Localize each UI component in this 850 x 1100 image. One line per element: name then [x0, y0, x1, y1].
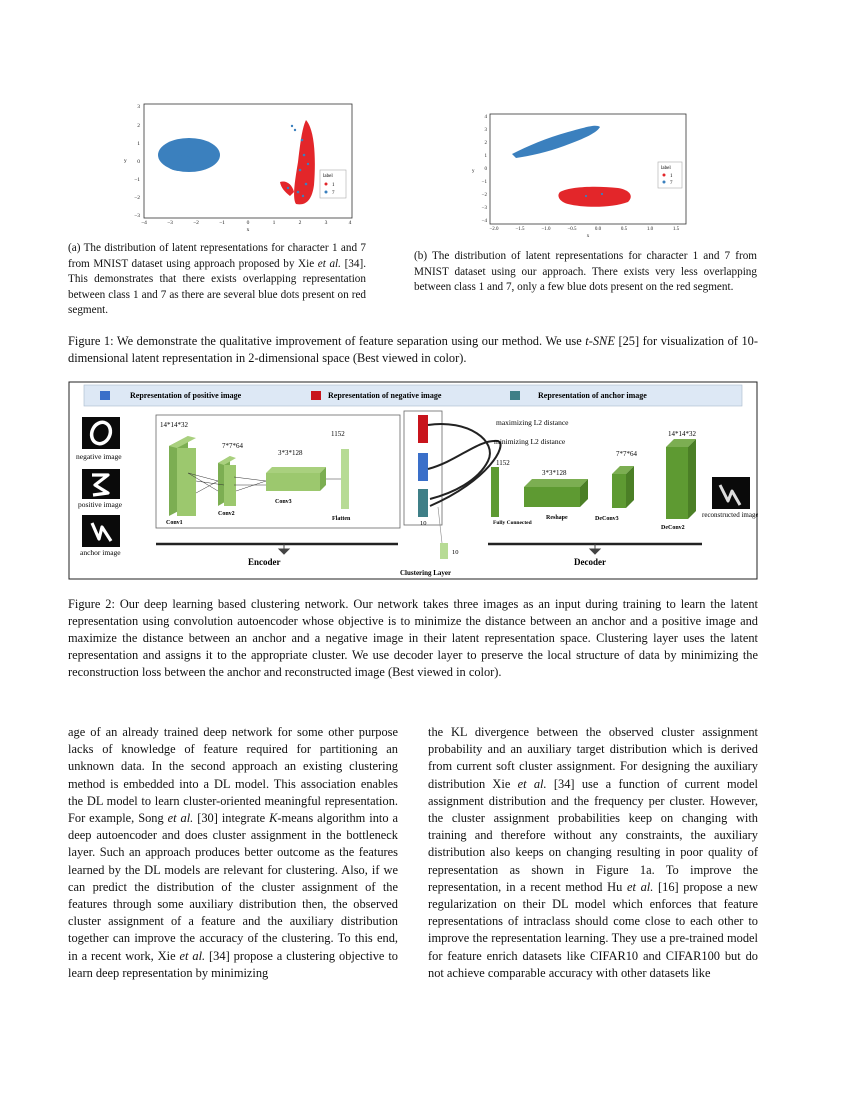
fig1b-legend-label-7: 7 [670, 181, 673, 186]
max-distance-label: maximizing L2 distance [496, 418, 569, 427]
fig1a-xtick: 1 [272, 220, 276, 226]
fig2-legend-anchor-swatch [510, 391, 520, 400]
fig1a-xtick: −3 [167, 220, 173, 226]
clustering-dim: 10 [452, 549, 459, 556]
fig1b-red-cluster [558, 187, 630, 207]
fig1a-xtick: 2 [298, 220, 302, 226]
fig1b-x-ticks [489, 227, 679, 232]
conv1-block [169, 436, 196, 516]
negative-input-image [82, 417, 120, 449]
conv1-label: Conv1 [166, 520, 183, 526]
encoder-label: Encoder [248, 557, 281, 567]
conv2-label: Conv2 [218, 511, 235, 517]
fig1b-xtick: −2.0 [489, 227, 499, 232]
fig1b-xtick: 0.5 [620, 227, 628, 232]
fig1b-xtick: 0.0 [594, 227, 602, 232]
reconstructed-label: reconstructed image [702, 511, 758, 519]
body-right-column [428, 724, 758, 982]
body-right-etal: et al. [626, 879, 654, 894]
fig2-svg [68, 381, 758, 581]
fig1a-ytick: 2 [137, 123, 140, 129]
fig2-legend-anchor: Representation of anchor image [538, 391, 647, 400]
body-left-paragraph [68, 724, 398, 982]
conv1-dim: 14*14*32 [160, 421, 188, 429]
fig1b-ylabel: y [472, 169, 475, 174]
min-distance-label: minimizing L2 distance [494, 437, 566, 446]
fig1a-legend-marker-7 [325, 191, 328, 194]
fig1a-ytick: 0 [137, 159, 140, 165]
fig1b-caption: (b) The distribution of latent representations for character 1 and 7 from MNIST dataset using our approach. There exists very less overlapping between class 1 and 7, only a few blue dots present on the red segment. [414, 250, 757, 294]
reshape-dim: 3*3*128 [542, 469, 567, 477]
fig1a-caption-etal: et al. [317, 257, 341, 270]
negative-image-label: negative image [76, 452, 122, 461]
fig1a-xtick: 4 [348, 220, 352, 226]
fig1-caption [68, 333, 758, 367]
fig2-legend-negative: Representation of negative image [328, 391, 442, 400]
fig1a-xtick: 3 [324, 220, 328, 226]
conv3-block [266, 467, 326, 491]
fig1a-ylabel: y [124, 158, 127, 164]
fig1a-xtick: −2 [193, 220, 199, 226]
fig1b-ytick: 4 [484, 115, 487, 120]
fig1a-caption [68, 241, 366, 319]
fig1-caption-tsne: t-SNE [585, 334, 615, 348]
fig1b-ytick: −4 [481, 219, 487, 224]
fig1a-legend-label-1: 1 [332, 183, 335, 188]
latent-negative [418, 415, 428, 443]
fc-dim: 1152 [496, 459, 510, 467]
fc-block [491, 467, 499, 517]
body-left-text: -means algorithm into a deep autoencoder and does cluster assignment in the bottleneck layer. Such an approach produces better outcome as the features learned by the DL models are relevant for clustering. Also, if we can predict the distribution of the cluster assignment of the features through some auxiliary distribution then, the observed cluster assignment of a feature and the auxiliary distribution together can improve the accuracy of the clustering. To this end, in a recent work, Xie [68, 811, 398, 963]
body-left-etal: et al. [179, 948, 206, 963]
fig2-legend-negative-swatch [311, 391, 321, 400]
fig1b-legend-label-1: 1 [670, 174, 673, 179]
body-left-etal: et al. [167, 811, 194, 826]
fig1-caption-text: Figure 1: We demonstrate the qualitative improvement of feature separation using our method. We use [68, 334, 586, 348]
fig1a-plot [120, 100, 358, 232]
body-left-text: age of an already trained deep network for some other purpose lacks of knowledge of feature required for partitioning an unknown data. In the second approach an existing clustering method is embedded into a DL model. This association enables the DL model to learn cluster-oriented meaningful representation. For example, Song [68, 725, 398, 826]
fig1a-ytick: −3 [134, 213, 140, 219]
fig1a-legend-label-7: 7 [332, 191, 335, 196]
fig1b-ytick: 1 [484, 154, 487, 159]
fig1a-x-ticks [141, 220, 352, 226]
latent-positive [418, 453, 428, 481]
clustering-label: Clustering Layer [400, 569, 452, 577]
fig1b-xtick: 1.0 [646, 227, 654, 232]
fig1b-ytick: −3 [481, 206, 487, 211]
body-left-text: [30] integrate [193, 811, 270, 826]
fig1a-xtick: 0 [246, 220, 250, 226]
fig1b-xtick: −0.5 [567, 227, 577, 232]
deconv3-block [612, 466, 634, 508]
fig1a-ytick: 1 [137, 141, 140, 147]
fig1a-ytick: −2 [134, 195, 140, 201]
fig1a-y-ticks [134, 104, 140, 219]
fig1a-svg [120, 100, 358, 232]
body-left-k: K [269, 811, 278, 826]
body-right-paragraph [428, 724, 758, 982]
fig1b-ytick: 2 [484, 141, 487, 146]
reconstructed-output-image [712, 477, 750, 509]
deconv3-label: DeConv3 [595, 516, 619, 522]
fig1b-legend-title: label [661, 166, 671, 171]
fig1b-ytick: 0 [484, 167, 487, 172]
conv2-dim: 7*7*64 [222, 442, 243, 450]
fig1a-blue-cluster-lower [166, 155, 194, 171]
deconv2-block [666, 439, 696, 519]
body-left-text: [34] propose a clustering objective to learn deep representation by minimizing [68, 948, 398, 980]
fig1b-plot [468, 110, 692, 238]
fig1-caption-text-end: [25] for visualization of 10-dimensional latent representation in 2-dimensional space (Best viewed in color). [68, 334, 758, 365]
positive-input-image [82, 469, 120, 499]
anchor-input-image [82, 515, 120, 547]
body-left-column [68, 724, 398, 982]
conv3-label: Conv3 [275, 499, 292, 505]
decoder-label: Decoder [574, 557, 606, 567]
fig2-legend-positive: Representation of positive image [130, 391, 242, 400]
fig1b-xtick: −1.0 [541, 227, 551, 232]
deconv3-dim: 7*7*64 [616, 450, 637, 458]
body-right-text: the KL divergence between the observed cluster assignment probability and an auxiliary target distribution which is derived from current soft cluster assignment. For designing the auxiliary distribution Xie [428, 725, 758, 791]
flatten-label: Flatten [332, 516, 351, 522]
fig1a-legend-marker-1 [325, 183, 328, 186]
conv3-dim: 3*3*128 [278, 449, 303, 457]
fig1a-legend-title: label [323, 174, 333, 179]
latent-anchor [418, 489, 428, 517]
body-right-text: [34] use a function of current model assignment distribution and the frequency per cluster. However, the cluster assignment probabilities keep on changing with training and therefore without any constraints, the auxiliary distribution also keeps on changing resulting in poor quality of representation as shown in Figure 1a. To improve the representation, in a recent method Hu [428, 776, 758, 894]
body-right-text: [16] propose a new regularization on their DL model which enforces that feature representations of intraclass should come close to each other to improve the representation learning. They use a pre-trained model for feature enrich datasets like CIFAR10 and CIFAR100 but do not achieve comparable accuracy with other datasets like [428, 879, 759, 980]
fig1b-legend-marker-1 [663, 174, 666, 177]
fig1a-ytick: 3 [137, 104, 140, 110]
deconv2-dim: 14*14*32 [668, 430, 696, 438]
fig1b-ytick: 3 [484, 128, 487, 133]
flatten-dim: 1152 [331, 430, 345, 438]
fig1a-ytick: −1 [134, 177, 140, 183]
positive-image-label: positive image [78, 500, 122, 509]
fig1b-svg [468, 110, 692, 238]
latent-dim: 10 [420, 520, 427, 527]
deconv2-label: DeConv2 [661, 525, 685, 531]
fig1a-xlabel: x [246, 227, 250, 232]
fig1a-caption-text: (a) The distribution of latent representations for character 1 and 7 from MNIST dataset using approach proposed by Xie [68, 242, 366, 270]
fig1b-ytick: −2 [481, 193, 487, 198]
fc-label: Fully Connected [493, 520, 532, 526]
fig1a-xtick: −1 [219, 220, 225, 226]
reshape-block [524, 479, 588, 507]
fig1b-xtick: −1.5 [515, 227, 525, 232]
fig2-caption: Figure 2: Our deep learning based clustering network. Our network takes three images as an input during training to learn the latent representation using convolution autoencoder whose objective is to minimize the distance between an anchor and a positive image and maximize the distance between an anchor and a negative image in their latent representation space. Clustering layer uses the latent representation and assigns it to the appropriate cluster. We use decoder layer to preserve the local structure of data by minimizing the reconstruction loss between the anchor and reconstructed image (Best viewed in color). [68, 597, 758, 679]
fig1b-xlabel: x [586, 234, 590, 238]
fig1b-legend-marker-7 [663, 181, 666, 184]
fig1a-xtick: −4 [141, 220, 147, 226]
clustering-block [440, 543, 448, 559]
fig1b-ytick: −1 [481, 180, 487, 185]
fig2-diagram [68, 381, 758, 581]
fig1a-caption-text-end: [34]. This demonstrates that there exists overlapping representation between class 1 and 7 as there are several blue dots present on red segment. [68, 257, 367, 317]
body-right-etal: et al. [517, 776, 547, 791]
fig1b-y-ticks [482, 115, 488, 224]
fig2-legend-positive-swatch [100, 391, 110, 400]
reshape-label: Reshape [546, 515, 568, 521]
flatten-block [341, 449, 349, 509]
anchor-image-label: anchor image [80, 548, 121, 557]
fig1b-xtick: 1.5 [672, 227, 680, 232]
